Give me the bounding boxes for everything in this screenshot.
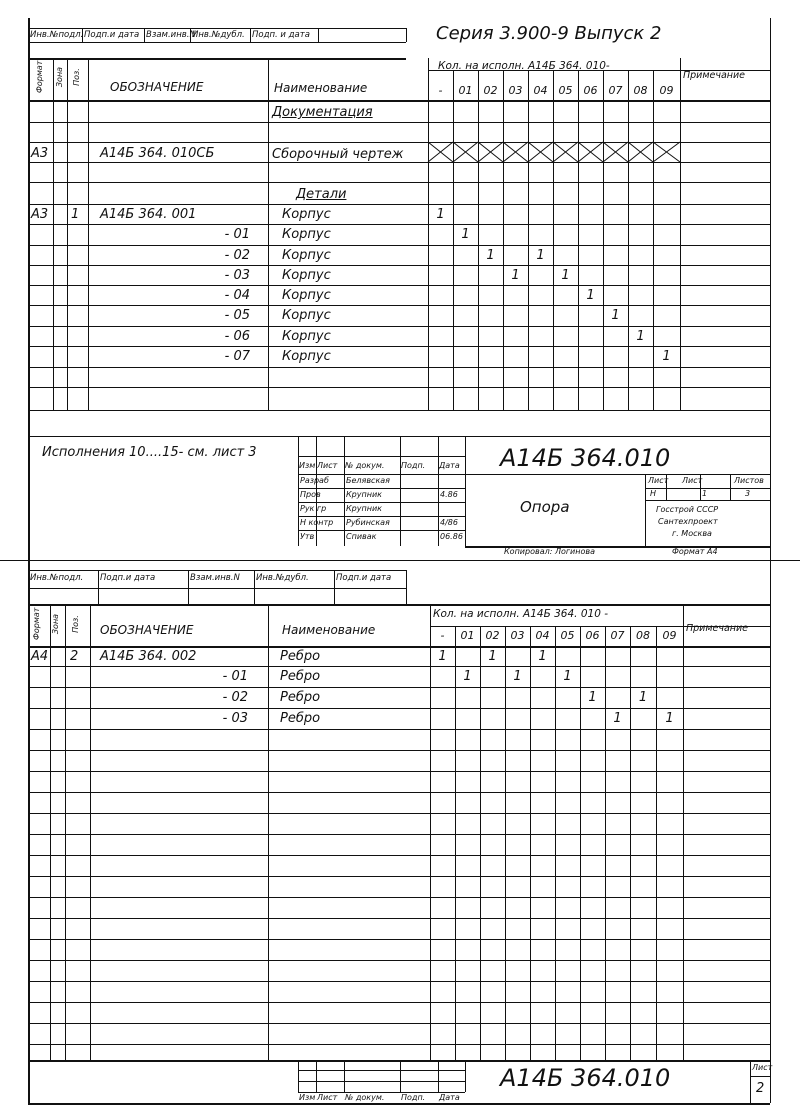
row-designation: - 07 (224, 349, 250, 364)
table-row-line (28, 1023, 770, 1024)
table-row-line (28, 265, 770, 266)
table-row-line (28, 834, 770, 835)
qty-col-line (478, 70, 479, 410)
cross-mark (603, 142, 628, 162)
table-col-line (50, 604, 51, 1060)
org-line: Госстрой СССР (656, 505, 719, 514)
qty-col-line (505, 626, 506, 1060)
table-row-line (28, 750, 770, 751)
tb-row (298, 1070, 465, 1071)
inv-block-bottom (28, 588, 406, 589)
assembly-name: Сборочный чертеж (272, 147, 404, 162)
tb-col (465, 1060, 466, 1092)
row-position: 1 (71, 207, 80, 222)
tb-role: Разраб (300, 476, 329, 485)
inv-block-divider (318, 28, 319, 42)
inv-block-label: Инв.№подл. (30, 573, 84, 583)
qty-col-header: 04 (533, 84, 548, 97)
qty-col-header: 07 (608, 84, 623, 97)
qty-cell: 1 (461, 227, 470, 242)
table-row-line (28, 939, 770, 940)
table-col-line (680, 58, 681, 410)
table-col-line (683, 604, 684, 1060)
table-row-line (28, 387, 770, 388)
tb-column-head: Изм (299, 461, 316, 470)
table-col-line (428, 58, 429, 410)
series-title: Серия 3.900-9 Выпуск 2 (436, 23, 662, 44)
cross-mark (478, 142, 503, 162)
table-row-line (28, 204, 770, 205)
row-name: Корпус (282, 248, 331, 263)
qty-col-header: 09 (659, 84, 674, 97)
qty-cell: 1 (561, 268, 570, 283)
qty-cell: 1 (563, 669, 572, 684)
section-details: Детали (296, 187, 347, 202)
table-top-border (28, 58, 406, 60)
qty-col-header: 01 (460, 629, 475, 642)
qty-cell: 1 (438, 649, 447, 664)
sheets-value: 3 (745, 489, 751, 498)
row-name: Ребро (280, 690, 321, 705)
qty-col-line (503, 70, 504, 410)
row-name: Ребро (280, 711, 321, 726)
copied-by: Копировал: Логинова (504, 547, 595, 556)
title-block-code: А14Б 364.010 (500, 444, 671, 472)
tb-sheet-box (750, 1060, 751, 1103)
zone-header: Зона (51, 613, 60, 635)
tb-stage-row (645, 488, 770, 489)
qty-col-header: 01 (458, 84, 473, 97)
table-col-line (53, 58, 54, 410)
table-row-line (28, 122, 770, 123)
tb-row (298, 488, 465, 489)
table-col-line (268, 58, 269, 410)
executions-note: Исполнения 10....15- см. лист 3 (42, 445, 257, 460)
table-top-border (28, 604, 770, 606)
tb-stage-row2 (645, 500, 770, 501)
table-row-line (28, 305, 770, 306)
table-row-line (28, 813, 770, 814)
qty-col-header: 05 (558, 84, 573, 97)
qty-col-line (455, 626, 456, 1060)
row-designation: - 05 (224, 308, 250, 323)
table-row-line (28, 792, 770, 793)
cross-mark (428, 142, 453, 162)
table-row-line (28, 729, 770, 730)
tb-column-head: Подп. (401, 461, 426, 470)
table-row-line (28, 285, 770, 286)
title-block-name: Опора (520, 498, 570, 516)
inv-block-divider (98, 570, 99, 604)
name-header: Наименование (282, 623, 376, 637)
inv-block-divider (254, 570, 255, 604)
row-designation: - 01 (222, 669, 248, 684)
cross-mark (653, 142, 680, 162)
sheet-value: 2 (756, 1081, 765, 1096)
inv-block-top (28, 570, 406, 571)
qty-col-line (528, 70, 529, 410)
tb-col (465, 436, 466, 546)
tb-col (400, 1060, 401, 1092)
table-row-line (28, 708, 770, 709)
tb-column-head: Дата (439, 1093, 460, 1102)
inv-block-divider (334, 570, 335, 604)
sheet-separator (0, 560, 800, 561)
inv-block-label: Инв.№дубл. (192, 30, 245, 40)
table-row-line (28, 367, 770, 368)
qty-col-header: 02 (485, 629, 500, 642)
inv-block-label: Взам.инв.N (190, 573, 240, 583)
inv-block-label: Инв.№подл. (30, 30, 84, 40)
qty-col-header: 02 (483, 84, 498, 97)
page-border-bottom (28, 1103, 770, 1105)
table-row-line (28, 1044, 770, 1045)
qty-cell: 1 (588, 690, 597, 705)
tb-left (298, 1060, 299, 1092)
row-name: Корпус (282, 288, 331, 303)
stage-head: Лист (648, 476, 669, 485)
inv-block-divider (406, 28, 407, 42)
row-position: 2 (70, 649, 79, 664)
tb-sheet-divider (750, 1076, 770, 1077)
qty-col-header: 05 (560, 629, 575, 642)
table-col-line (430, 604, 431, 1060)
qty-col-header: 06 (583, 84, 598, 97)
qty-col-line (603, 70, 604, 410)
qty-col-header: 09 (662, 629, 677, 642)
sheet-head: Лист (752, 1063, 773, 1072)
spec-bottom (28, 1060, 770, 1062)
inv-block-divider (250, 28, 251, 42)
qty-header: Кол. на исполн. А14Б 364. 010 - (433, 608, 609, 620)
qty-cell: 1 (638, 690, 648, 705)
inv-block-divider (188, 570, 189, 604)
tb-column-head: Дата (439, 461, 460, 470)
row-designation: - 03 (224, 268, 250, 283)
row-designation: - 02 (222, 690, 248, 705)
qty-col-header: - (440, 629, 445, 642)
tb-date: 4/86 (440, 518, 458, 527)
tb-row (298, 516, 465, 517)
table-col-line (65, 604, 66, 1060)
tb-col (438, 1060, 439, 1092)
tb-person: Крупник (346, 490, 382, 499)
row-name: Корпус (282, 349, 331, 364)
inv-block-label: Инв.№дубл. (256, 573, 309, 583)
qty-col-line (555, 626, 556, 1060)
inv-block-label: Подп.и дата (100, 573, 156, 583)
qty-col-header: 08 (636, 629, 650, 642)
table-row-line (28, 876, 770, 877)
row-format: А4 (31, 649, 49, 664)
table-row-line (28, 1002, 770, 1003)
inv-block-divider (406, 570, 407, 604)
note-header: Примечание (686, 623, 749, 634)
cross-mark (528, 142, 553, 162)
qty-col-line (530, 626, 531, 1060)
qty-col-header: 07 (610, 629, 625, 642)
qty-col-line (605, 626, 606, 1060)
note-header: Примечание (683, 70, 746, 81)
tb-column-head: Подп. (401, 1093, 426, 1102)
qty-cell: 1 (586, 288, 595, 303)
qty-cell: 1 (538, 649, 547, 664)
row-name: Корпус (282, 329, 331, 344)
table-col-line (67, 58, 68, 410)
spec-bottom (28, 436, 770, 437)
inv-block-divider (28, 570, 29, 604)
qty-col-line (656, 626, 657, 1060)
qty-col-line (578, 70, 579, 410)
qty-cell: 1 (486, 248, 495, 263)
qty-col-line (553, 70, 554, 410)
tb-person: Спивак (346, 532, 377, 541)
qty-cell: 1 (511, 268, 520, 283)
row-name: Ребро (280, 649, 321, 664)
table-col-line (28, 604, 29, 1060)
tb-row (298, 456, 465, 457)
qty-col-line (480, 626, 481, 1060)
format-header: Формат (35, 60, 44, 93)
qty-col-header: 04 (535, 629, 550, 642)
tb-row (298, 502, 465, 503)
row-name: Корпус (282, 227, 331, 242)
qty-cell: 1 (536, 248, 545, 263)
assembly-format: А3 (31, 146, 49, 161)
format-label: Формат А4 (672, 547, 718, 556)
qty-col-header: 03 (510, 629, 525, 642)
qty-cell: 1 (613, 711, 622, 726)
pos-header: Поз. (71, 615, 80, 633)
table-row-line (28, 771, 770, 772)
table-row-line (28, 346, 770, 347)
row-name: Корпус (282, 308, 331, 323)
org-line: Сантехпроект (658, 517, 718, 526)
inv-block-top (28, 28, 406, 29)
row-designation: - 03 (222, 711, 248, 726)
header-bottom (28, 646, 770, 648)
table-row-line (28, 897, 770, 898)
tb-column-head: № докум. (345, 1093, 385, 1102)
qty-col-header: 08 (633, 84, 648, 97)
tb-person: Крупник (346, 504, 382, 513)
row-name: Корпус (282, 268, 331, 283)
qty-cell: 1 (665, 711, 674, 726)
table-col-line (28, 58, 29, 410)
cross-mark (628, 142, 653, 162)
qty-cell: 1 (611, 308, 620, 323)
tb-col (344, 1060, 345, 1092)
qty-cell: 1 (513, 669, 522, 684)
tb-column-head: Лист (317, 1093, 338, 1102)
tb-column-head: Лист (317, 461, 338, 470)
tb-column-head: Изм (299, 1093, 316, 1102)
table-col-line (90, 604, 91, 1060)
sheet-head: Лист (682, 476, 703, 485)
cross-mark (578, 142, 603, 162)
name-header: Наименование (274, 81, 368, 95)
qty-col-header: 06 (585, 629, 600, 642)
org-line: г. Москва (672, 529, 712, 538)
cross-mark (503, 142, 528, 162)
tb-person: Белявская (346, 476, 390, 485)
row-designation: - 01 (224, 227, 250, 242)
tb-person: Рубинская (346, 518, 390, 527)
qty-col-line (628, 70, 629, 410)
cross-mark (553, 142, 578, 162)
assembly-designation: А14Б 364. 010СБ (100, 146, 215, 161)
row-format: А3 (31, 207, 49, 222)
table-row-line (28, 855, 770, 856)
title-block-code: А14Б 364.010 (500, 1064, 671, 1092)
row-designation: - 02 (224, 248, 250, 263)
tb-date: 06.86 (440, 532, 463, 541)
table-row-line (28, 918, 770, 919)
qty-cell: 1 (662, 349, 671, 364)
inv-block-label: Подп. и дата (252, 30, 310, 40)
inv-block-bottom (28, 42, 406, 43)
sheets-head: Листов (734, 476, 764, 485)
qty-header: Кол. на исполн. А14Б 364. 010- (438, 60, 610, 72)
tb-column-head: № докум. (345, 461, 385, 470)
table-row-line (28, 410, 770, 411)
tb-code-bottom (465, 474, 770, 475)
tb-date: 4.86 (440, 490, 458, 499)
row-name: Корпус (282, 207, 331, 222)
table-row-line (28, 142, 770, 143)
inv-block-label: Подп.и дата (84, 30, 140, 40)
inv-block-divider (144, 28, 145, 42)
table-row-line (28, 326, 770, 327)
sheet-value: 1 (702, 489, 708, 498)
qty-col-header: - (438, 84, 443, 97)
inv-block-label: Подп.и дата (336, 573, 392, 583)
qty-cell: 1 (488, 649, 497, 664)
cross-mark (453, 142, 478, 162)
designation-header: ОБОЗНАЧЕНИЕ (100, 623, 194, 637)
tb-stage-left (645, 474, 646, 546)
inv-block-label: Взам.инв.N (146, 30, 196, 40)
row-designation: А14Б 364. 002 (100, 649, 197, 664)
tb-col (316, 1060, 317, 1092)
table-row-line (28, 162, 770, 163)
table-col-line (268, 604, 269, 1060)
table-row-line (28, 981, 770, 982)
tb-row (298, 474, 465, 475)
zone-header: Зона (55, 66, 64, 88)
qty-cell: 1 (636, 329, 645, 344)
inv-block-divider (28, 28, 29, 42)
table-row-line (28, 960, 770, 961)
table-row-line (28, 245, 770, 246)
stage-value: Н (650, 489, 657, 498)
tb-stage-col (730, 474, 731, 500)
pos-header: Поз. (72, 68, 81, 86)
table-row-line (28, 687, 770, 688)
row-designation: - 04 (224, 288, 250, 303)
qty-cell: 1 (436, 207, 445, 222)
tb-role: Пров (300, 490, 321, 499)
format-header: Формат (32, 607, 41, 640)
table-col-line (88, 58, 89, 410)
row-designation: - 06 (224, 329, 250, 344)
tb-row (298, 1081, 465, 1082)
tb-role: Н контр (300, 518, 334, 527)
row-designation: А14Б 364. 001 (100, 207, 197, 222)
qty-cell: 1 (463, 669, 472, 684)
section-documentation: Документация (272, 105, 373, 120)
table-row-line (28, 182, 770, 183)
tb-row (298, 530, 465, 531)
tb-role: Утв (300, 532, 315, 541)
table-row-line (28, 224, 770, 225)
qty-col-header: 03 (508, 84, 523, 97)
designation-header: ОБОЗНАЧЕНИЕ (110, 80, 204, 94)
row-name: Ребро (280, 669, 321, 684)
header-bottom (28, 100, 770, 102)
table-row-line (28, 666, 770, 667)
tb-role: Рук гр (300, 504, 327, 513)
